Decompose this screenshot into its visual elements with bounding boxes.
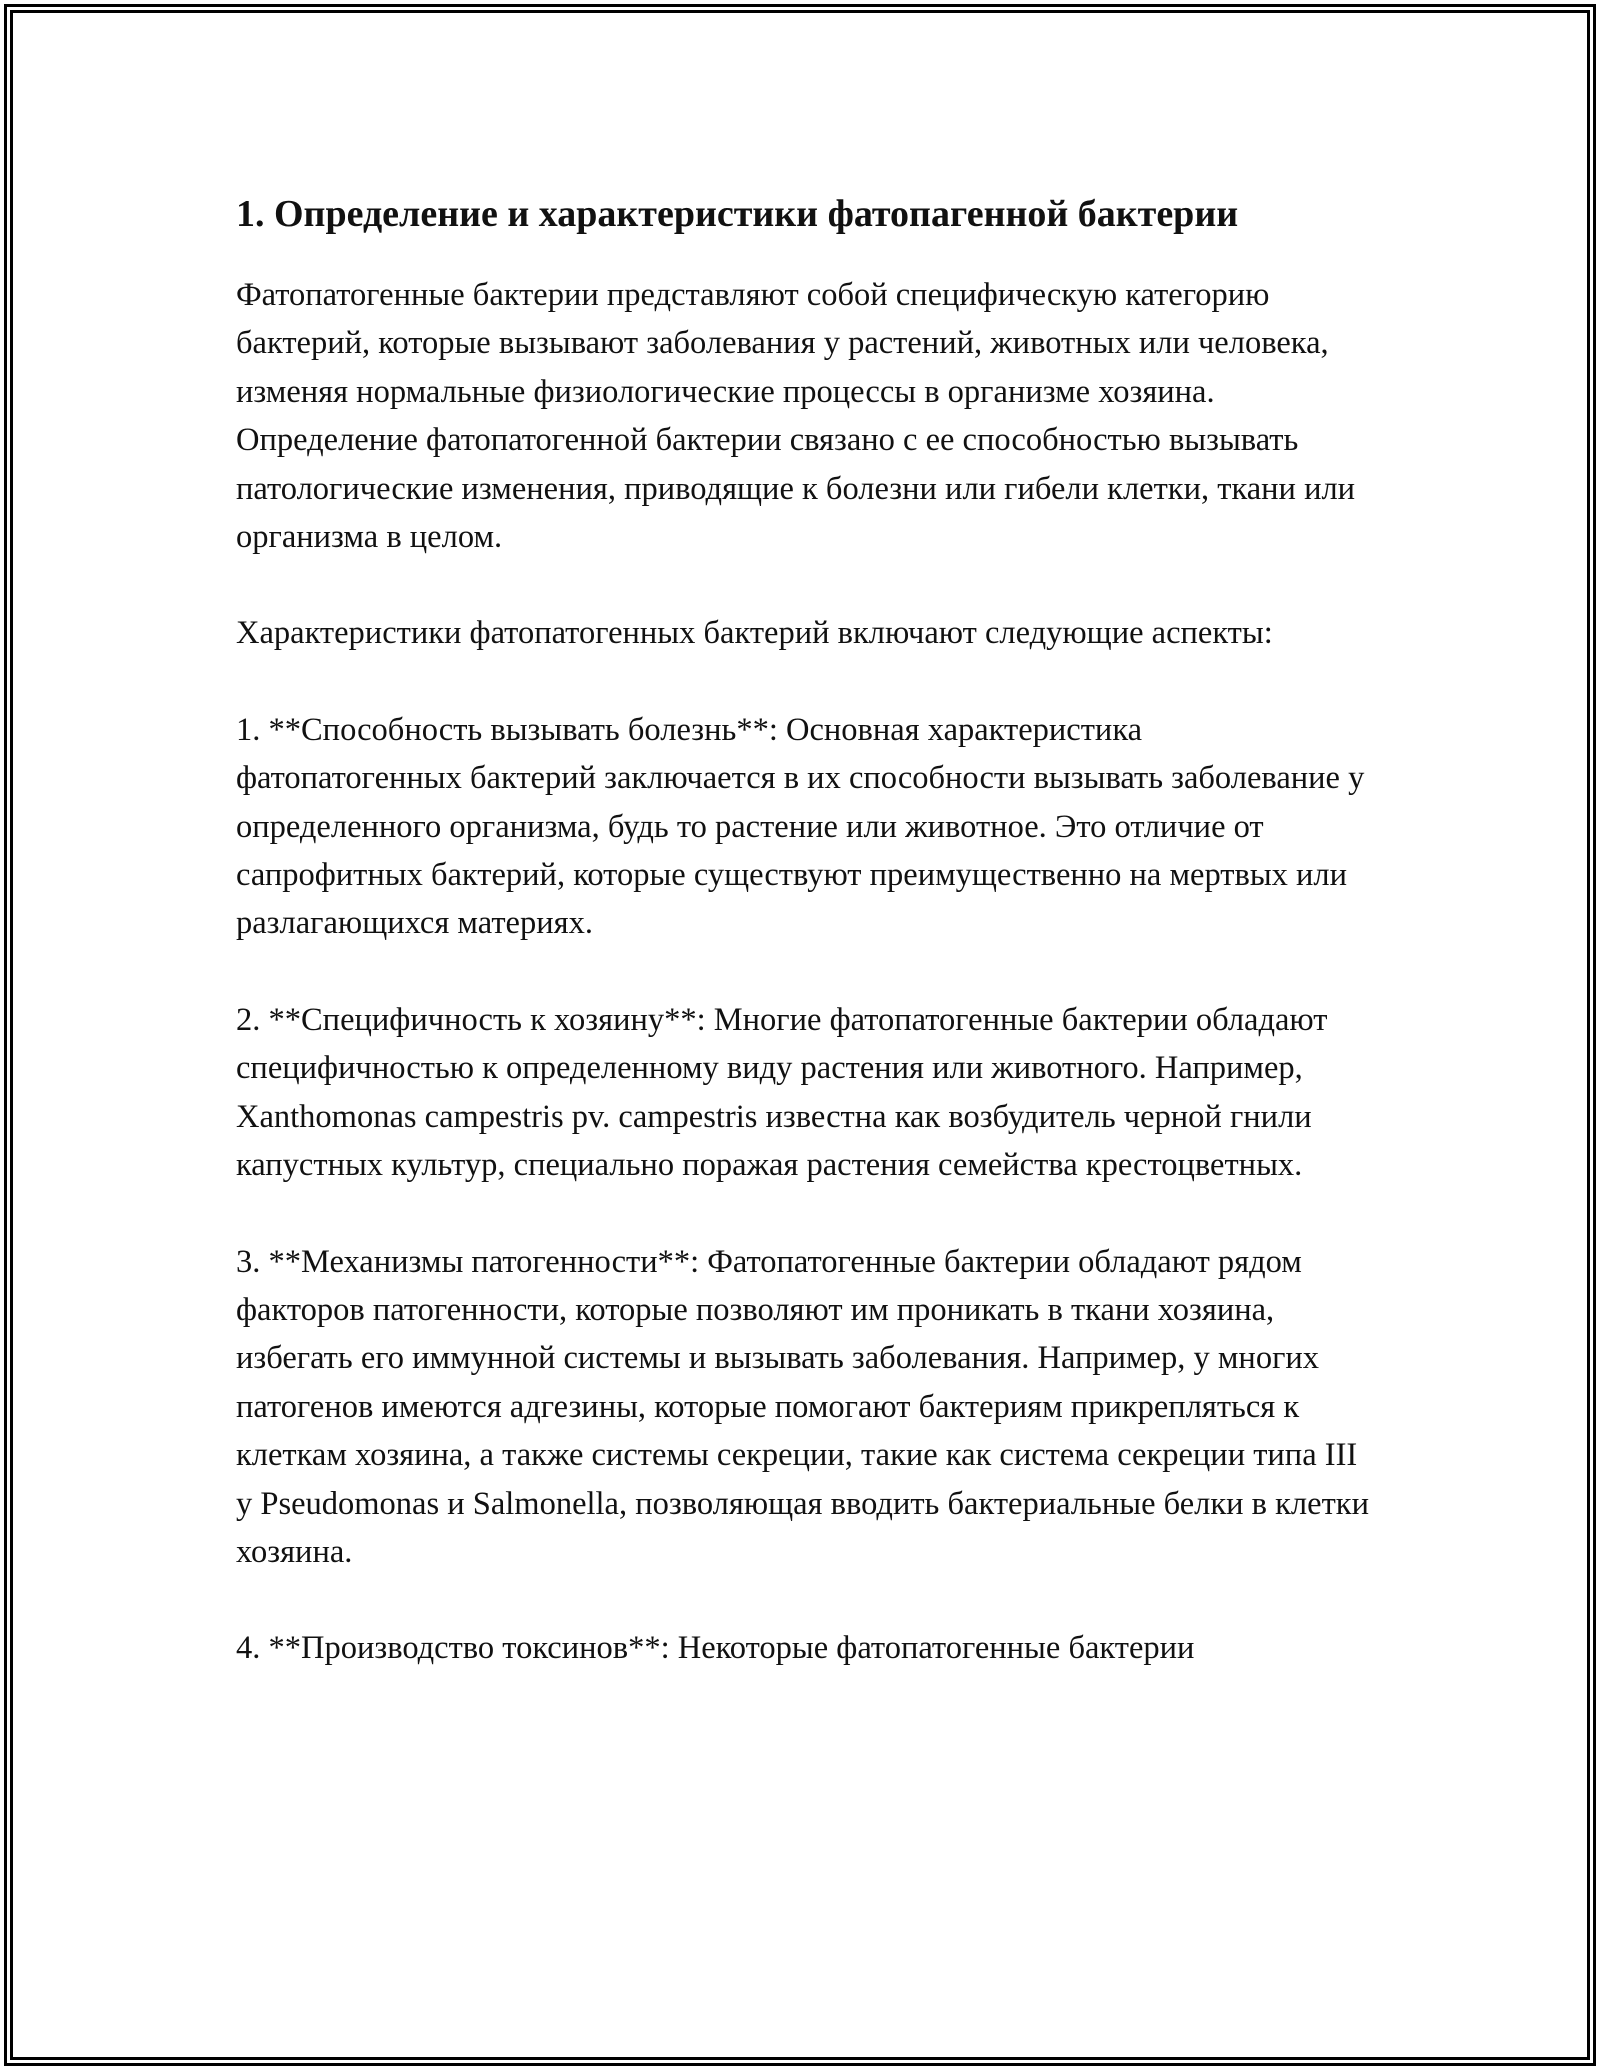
document-body [236, 185, 1376, 1721]
intro-paragraph: Фатопатогенные бактерии представляют собой специфическую категорию бактерий, которые вызывают заболевания у растений, животных или человека, изменяя нормальные физиологические процессы в организме хозяина. Определение фатопатогенной бактерии связано с ее способностью вызывать патологические изменения, приводящие к болезни или гибели клетки, ткани или организма в целом. [236, 277, 1356, 556]
characteristic-item-1: 1. **Способность вызывать болезнь**: Основная характеристика фатопатогенных бактерий заключается в их способности вызывать заболевание у определенного организма, будь то растение или животное. Это отличие от сапрофитных бактерий, которые существуют преимущественно на мертвых или разлагающихся материях. [236, 711, 1365, 942]
characteristic-item-3: 3. **Механизмы патогенности**: Фатопатогенные бактерии обладают рядом факторов патогенности, которые позволяют им проникать в ткани хозяина, избегать его иммунной системы и вызывать заболевания. Например, у многих патогенов имеются адгезины, которые помогают бактериям прикрепляться к клеткам хозяина, а также системы секреции, такие как система секреции типа III у Pseudomonas и Salmonella, позволяющая вводить бактериальные белки в клетки хозяина. [236, 1243, 1369, 1570]
characteristic-item-4: 4. **Производство токсинов**: Некоторые фатопатогенные бактерии [236, 1630, 1195, 1667]
section-heading: 1. Определение и характеристики фатопагенной бактерии [236, 193, 1239, 235]
characteristics-intro-paragraph: Характеристики фатопатогенных бактерий включают следующие аспекты: [236, 615, 1273, 652]
characteristic-item-2: 2. **Специфичность к хозяину**: Многие фатопатогенные бактерии обладают специфичностью к определенному виду растения или животного. Например, Xanthomonas campestris pv. campestris известна как возбудитель черной гнили капустных культур, специально поражая растения семейства крестоцветных. [236, 1001, 1328, 1184]
